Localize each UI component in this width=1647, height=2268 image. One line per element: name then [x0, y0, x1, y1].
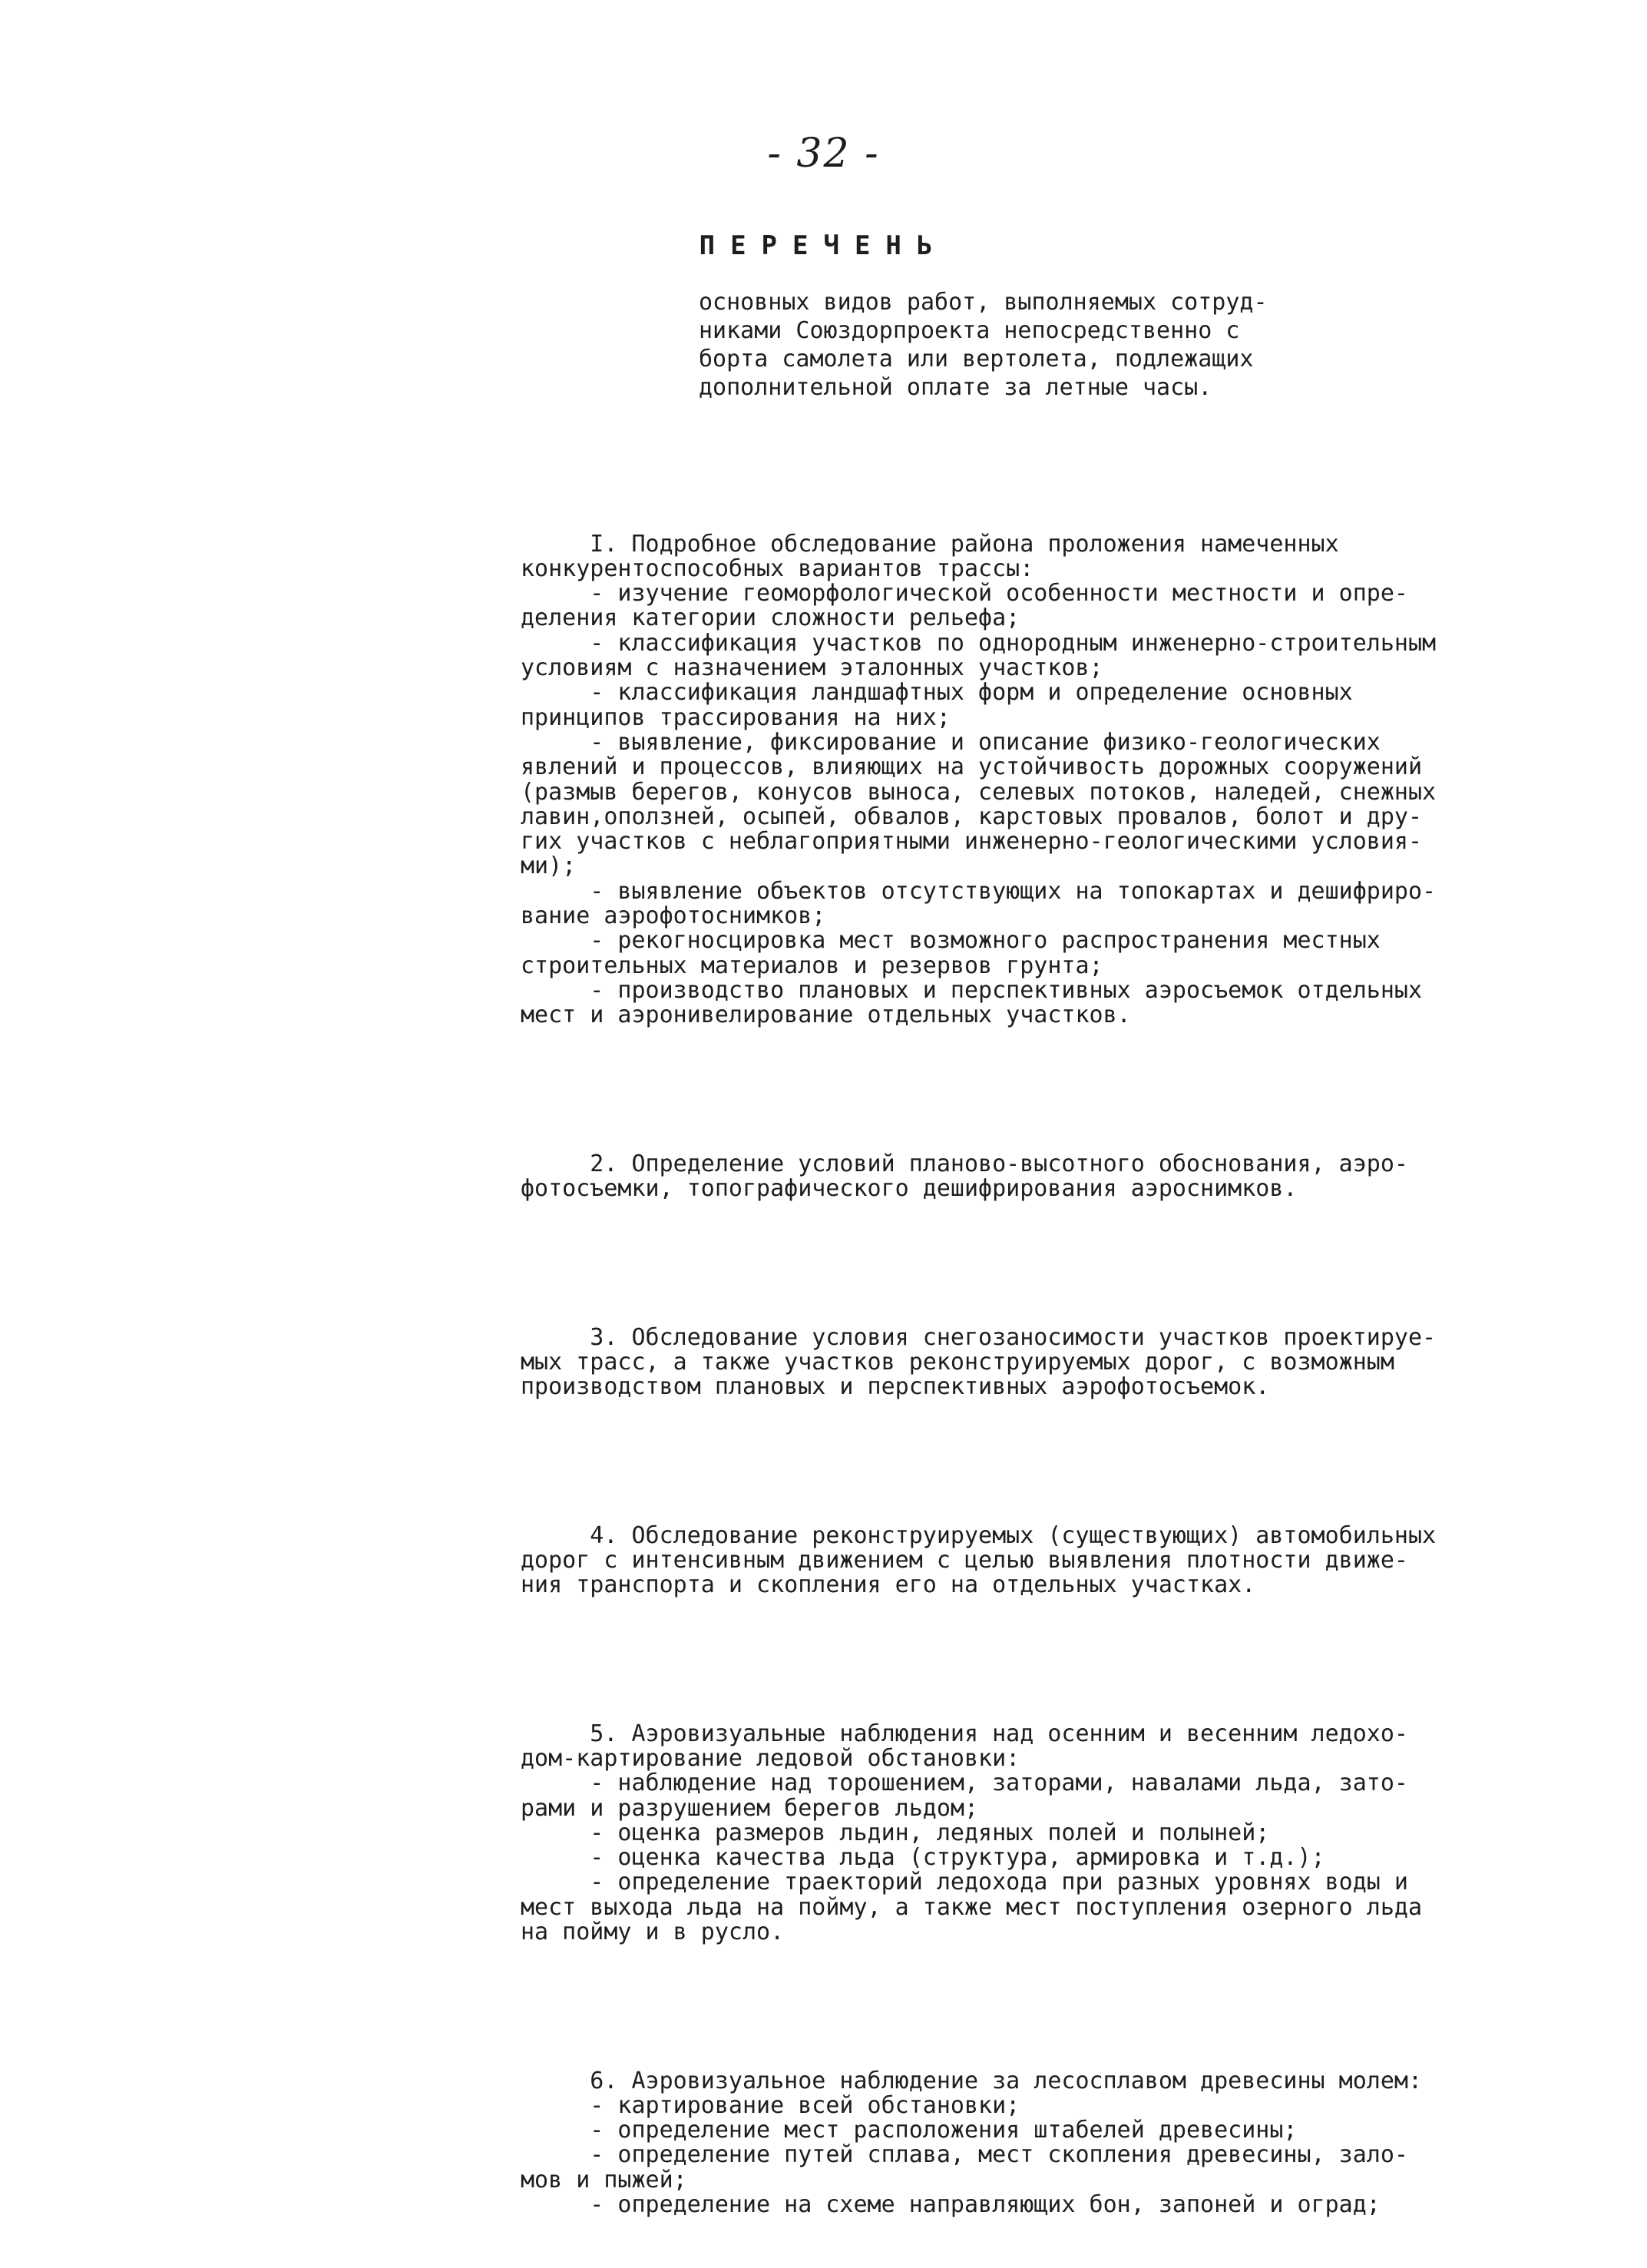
section-6: 6. Аэровизуальное наблюдение за лесосплавом древесины молем: - картирование всей обстановки; - определение мест расположения штабелей древесины; - определение путей сплава, мест скопления древесины, зало- мов и пыжей; - определение на схеме направляющих бон, запоней и оград; [521, 2067, 1422, 2218]
section-5: 5. Аэровизуальные наблюдения над осенним и весенним ледохо- дом-картирование ледовой обстановки: - наблюдение над торошением, заторами, навалами льда, зато- рами и разрушением берегов льдом; - оценка размеров льдин, ледяных полей и полыней; - оценка качества льда (структура, армировка и т.д.); - определение траекторий ледохода при разных уровнях воды и мест выхода льда на пойму, а также мест поступления озерного льда на пойму и в русло. [521, 1720, 1422, 1946]
section-spacer [521, 1449, 1565, 1474]
document-title: ПЕРЕЧЕНЬ [699, 230, 948, 261]
section-3: 3. Обследование условия снегозаносимости участков проектируе- мых трасс, а также участков реконструируемых дорог, с возможным производством плановых и перспективных аэрофотосъемок. [521, 1323, 1437, 1401]
document-subtitle: основных видов работ, выполняемых сотруд- никами Союздорпроекта непосредственно с борта самолета или вертолета, подлежащих дополнительной оплате за летные часы. [699, 289, 1268, 401]
section-spacer [521, 1078, 1565, 1102]
section-spacer [521, 1251, 1565, 1276]
section-spacer [521, 1647, 1565, 1672]
section-spacer [521, 1995, 1565, 2019]
section-1: I. Подробное обследование района проложения намеченных конкурентоспособных вариантов трассы: - изучение геоморфологической особенности местности и опре- деления категории сложности рельефа; - классификация участков по однородным инженерно-строительным условиям с назначением эталонных участков; - классификация ландшафтных форм и определение основных принципов трассирования на них; - выявление, фиксирование и описание физико-геологических явлений и процессов, влияющих на устойчивость дорожных сооружений (размыв берегов, конусов выноса, селевых потоков, наледей, снежных лавин,оползней, осыпей, обвалов, карстовых провалов, болот и дру- гих участков с неблагоприятными инженерно-геологическими условия- ми); - выявление объектов отсутствующих на топокартах и дешифриро- вание аэрофотоснимков; - рекогносцировка мест возможного распространения местных строительных материалов и резервов грунта; - производство плановых и перспективных аэросъемок отдельных мест и аэронивелирование отдельных участков. [521, 530, 1437, 1029]
document-body [521, 482, 1565, 2267]
page-number: - 32 - [767, 131, 880, 177]
section-4: 4. Обследование реконструируемых (существующих) автомобильных дорог с интенсивным движением с целью выявления плотности движе- ния транспорта и скопления его на отдельных участках. [521, 1521, 1437, 1599]
section-2: 2. Определение условий планово-высотного обоснования, аэро- фотосъемки, топографического дешифрирования аэроснимков. [521, 1150, 1408, 1203]
